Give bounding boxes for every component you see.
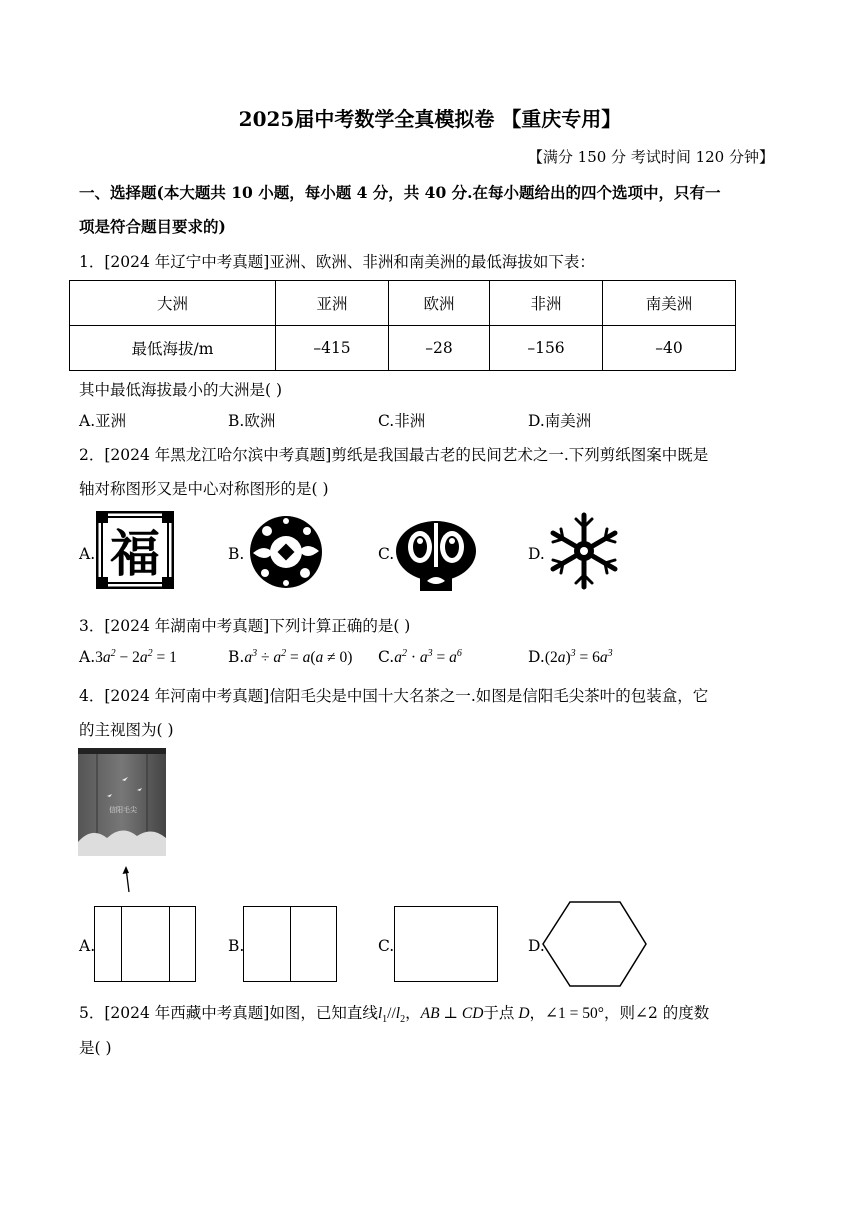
q2-label-b: B. [228,545,245,563]
q1-option-d: D.南美洲 [528,412,592,430]
divider-line [121,907,122,981]
snowflake-papercut-image [545,512,623,590]
q4-label-c: C. [378,937,395,955]
table-cell: –40 [603,326,736,371]
q4-label-a: A. [79,937,96,955]
q1-option-a: A.亚洲 [79,412,127,430]
q5-text-4: ， [529,1004,546,1022]
table-cell: 欧洲 [389,281,490,326]
q3-formula-c: $a^2 \cdot a^3 = a^6$ [394,648,462,667]
q5-angle-1: ∠1 = 50° [545,1005,604,1022]
q3-label-a: A. [79,648,96,667]
q5-stem-cont: 是( ) [79,1039,112,1057]
q3-option-b [228,648,352,667]
divider-line [290,907,291,981]
q2-stem-cont: 轴对称图形又是中心对称图形的是( ) [79,480,329,498]
table-cell: 南美洲 [603,281,736,326]
divider-line [169,907,170,981]
q3-label-b: B. [228,648,245,667]
q2-label-c: C. [378,545,395,563]
q5-perpendicular: AB ⊥ CD [420,1005,484,1022]
page-title: 2025届中考数学全真模拟卷 【重庆专用】 [238,107,622,131]
q2-label-d: D. [528,545,545,563]
q3-formula-a: $3a^2 - 2a^2 = 1$ [95,648,177,667]
q4-label-d: D. [528,937,545,955]
q3-option-a [79,648,177,667]
table-cell: –415 [276,326,389,371]
table-cell: –156 [490,326,603,371]
q2-label-a: A. [79,545,96,563]
altitude-table [69,280,736,371]
q5-text-3: 于点 [483,1004,515,1022]
q3-option-c [378,648,462,667]
table-cell: 亚洲 [276,281,389,326]
table-cell: 最低海拔/m [70,326,276,371]
section-heading-cont: 项是符合题目要求的) [79,217,226,236]
q4-stem-cont: 的主视图为( ) [79,721,174,739]
tea-box-text: 信阳毛尖 [109,806,137,814]
q3-stem: 3．[2024 年湖南中考真题]下列计算正确的是( ) [79,617,411,635]
q1-question: 其中最低海拔最小的大洲是( ) [79,381,283,399]
fu-character: 福 [110,525,160,583]
q5-stem [79,1001,709,1025]
front-view-option-d-hexagon [540,900,648,988]
table-cell: 大洲 [70,281,276,326]
q4-label-b: B. [228,937,245,955]
section-heading: 一、选择题(本大题共 10 小题，每小题 4 分，共 40 分.在每小题给出的四个选项中，只有一 [79,183,721,202]
front-view-option-a [94,906,196,982]
exam-info: 【满分 150 分 考试时间 120 分钟】 [527,148,774,166]
tea-box-photo [77,746,167,860]
q3-label-d: D. [528,648,545,667]
front-view-option-c [394,906,498,982]
q3-formula-b: $a^3 \div a^2 = a(a \ne 0)$ [244,648,353,667]
front-view-option-b [243,906,337,982]
q5-text-2: ， [405,1004,421,1022]
fish-coin-papercut-image [245,513,327,591]
table-row [70,326,736,371]
q5-point-d: D [514,1005,530,1022]
twin-fish-papercut-image [395,515,477,593]
q5-text-5: ，则∠2 的度数 [603,1004,710,1022]
q3-label-c: C. [378,648,395,667]
q5-text-1: 5．[2024 年西藏中考真题]如图，已知直线 [79,1004,378,1022]
q1-option-b: B.欧洲 [228,412,276,430]
table-cell: 非洲 [490,281,603,326]
q4-stem: 4．[2024 年河南中考真题]信阳毛尖是中国十大名茶之一.如图是信阳毛尖茶叶的包装盒，它 [79,687,709,705]
view-direction-arrow-icon [120,864,136,894]
fu-papercut-image [96,511,174,589]
table-header-row [70,281,736,326]
q2-stem: 2．[2024 年黑龙江哈尔滨中考真题]剪纸是我国最古老的民间艺术之一.下列剪纸图案中既是 [79,446,709,464]
q1-option-c: C.非洲 [378,412,426,430]
q1-stem: 1．[2024 年辽宁中考真题]亚洲、欧洲、非洲和南美洲的最低海拔如下表： [79,253,595,271]
table-cell: –28 [389,326,490,371]
q3-option-d [528,648,613,667]
q5-parallel-lines: $l_1//l_2$ [377,1005,406,1026]
q3-formula-d: $(2a)^3 = 6a^3$ [544,648,613,667]
